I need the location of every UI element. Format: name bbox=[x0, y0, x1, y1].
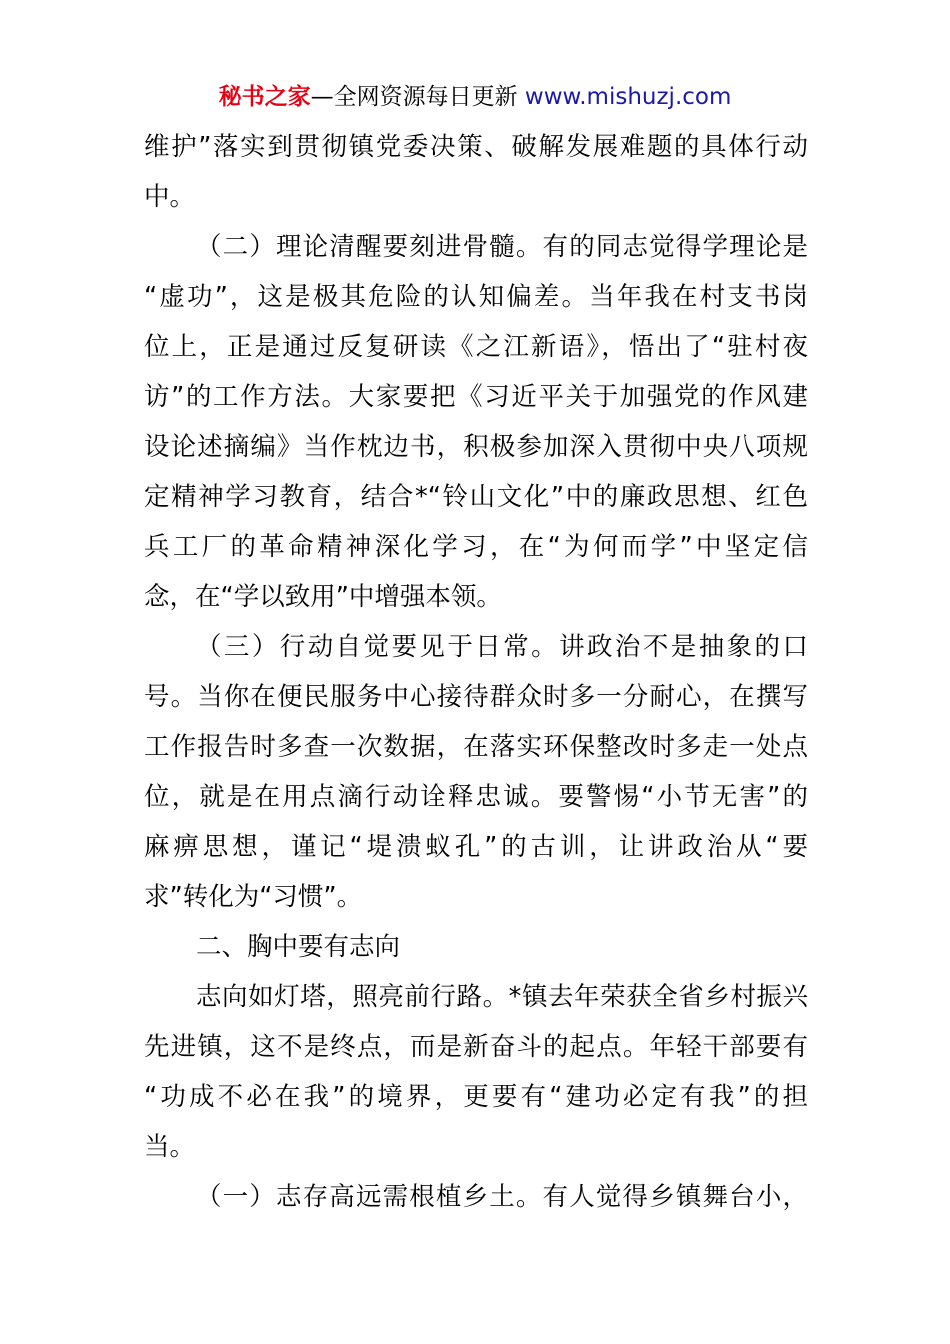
text-line: 先进镇，这不是终点，而是新奋斗的起点。年轻干部要有 bbox=[144, 1032, 808, 1062]
text-line: “功成不必在我”的境界，更要有“建功必定有我”的担 bbox=[144, 1082, 808, 1112]
paragraph bbox=[144, 1022, 808, 1172]
text-line: 中。 bbox=[144, 182, 196, 212]
text-line: （三）行动自觉要见于日常。讲政治不是抽象的口 bbox=[196, 632, 808, 662]
paragraph bbox=[144, 622, 808, 672]
document-body bbox=[144, 122, 808, 1222]
text-line: 工作报告时多查一次数据，在落实环保整改时多走一处点 bbox=[144, 732, 808, 762]
text-line: 号。当你在便民服务中心接待群众时多一分耐心，在撰写 bbox=[144, 682, 808, 712]
site-url-link[interactable]: www.mishuzj.com bbox=[524, 84, 732, 110]
heading-text: 二、胸中要有志向 bbox=[196, 932, 401, 962]
text-line: （一）志存高远需根植乡土。有人觉得乡镇舞台小， bbox=[196, 1182, 808, 1212]
section-heading bbox=[144, 922, 808, 972]
paragraph bbox=[144, 122, 808, 222]
text-line: 兵工厂的革命精神深化学习，在“为何而学”中坚定信 bbox=[144, 532, 808, 562]
text-line: 设论述摘编》当作枕边书，积极参加深入贯彻中央八项规 bbox=[144, 432, 808, 462]
paragraph bbox=[144, 972, 808, 1022]
paragraph bbox=[144, 1172, 808, 1222]
text-line: 位，就是在用点滴行动诠释忠诚。要警惕“小节无害”的 bbox=[144, 782, 808, 812]
text-line: 求”转化为“习惯”。 bbox=[144, 882, 363, 912]
text-line: 定精神学习教育，结合*“铃山文化”中的廉政思想、红色 bbox=[144, 482, 808, 512]
text-line: 麻痹思想，谨记“堤溃蚁孔”的古训，让讲政治从“要 bbox=[144, 832, 808, 862]
text-line: “虚功”，这是极其危险的认知偏差。当年我在村支书岗 bbox=[144, 282, 808, 312]
paragraph bbox=[144, 672, 808, 922]
text-line: 位上，正是通过反复研读《之江新语》，悟出了“驻村夜 bbox=[144, 332, 808, 362]
text-line: 当。 bbox=[144, 1132, 196, 1162]
text-line: 志向如灯塔，照亮前行路。*镇去年荣获全省乡村振兴 bbox=[196, 982, 808, 1012]
text-line: 访”的工作方法。大家要把《习近平关于加强党的作风建 bbox=[144, 382, 808, 412]
header-tagline: —全网资源每日更新 bbox=[310, 84, 525, 110]
text-line: （二）理论清醒要刻进骨髓。有的同志觉得学理论是 bbox=[196, 232, 808, 262]
text-line: 念，在“学以致用”中增强本领。 bbox=[144, 582, 502, 612]
paragraph bbox=[144, 272, 808, 622]
text-line: 维护”落实到贯彻镇党委决策、破解发展难题的具体行动 bbox=[144, 132, 808, 162]
paragraph bbox=[144, 222, 808, 272]
site-header bbox=[0, 80, 950, 114]
brand-name: 秘书之家 bbox=[218, 84, 311, 110]
